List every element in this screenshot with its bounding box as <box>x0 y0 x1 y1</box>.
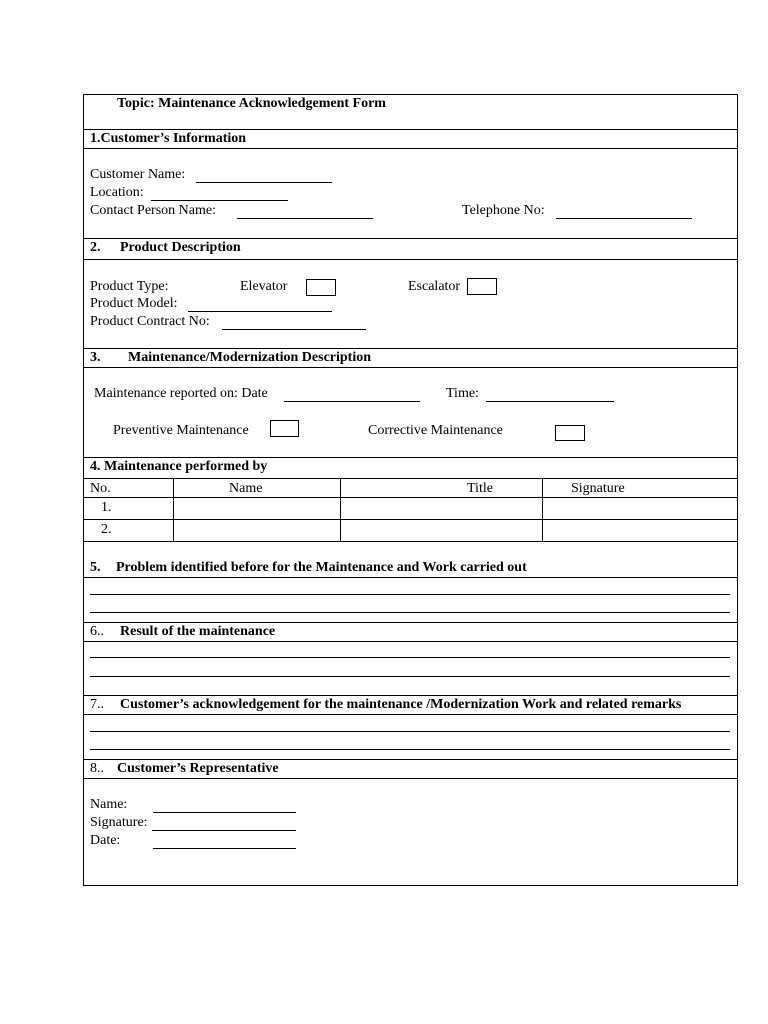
result-line[interactable] <box>90 657 730 658</box>
corrective-checkbox[interactable] <box>555 425 585 441</box>
telephone-field[interactable] <box>556 218 692 219</box>
row-1-name-cell[interactable] <box>174 498 340 519</box>
column-no: No. <box>90 481 111 496</box>
rep-name-label: Name: <box>90 797 128 812</box>
remarks-line[interactable] <box>90 749 730 750</box>
row-1-title-cell[interactable] <box>341 498 542 519</box>
section-8-num: 8.. <box>90 761 104 776</box>
row-2-name-cell[interactable] <box>174 520 340 541</box>
section-6-num: 6.. <box>90 624 104 639</box>
escalator-label: Escalator <box>408 279 461 294</box>
escalator-checkbox[interactable] <box>467 278 497 295</box>
contact-person-field[interactable] <box>237 218 373 219</box>
column-title: Title <box>467 481 493 496</box>
rep-date-field[interactable] <box>153 848 296 849</box>
location-field[interactable] <box>151 200 288 201</box>
row-2-no: 2. <box>101 522 112 537</box>
contact-person-label: Contact Person Name: <box>90 203 216 218</box>
rep-name-field[interactable] <box>153 812 296 813</box>
section-5-heading: Problem identified before for the Maintenance and Work carried out <box>116 560 527 575</box>
row-2-signature-cell[interactable] <box>543 520 737 541</box>
row-1-signature-cell[interactable] <box>543 498 737 519</box>
location-label: Location: <box>90 185 144 200</box>
section-7-heading: Customer’s acknowledgement for the maintenance /Modernization Work and related remarks <box>120 697 682 712</box>
section-5-num: 5. <box>90 560 101 575</box>
column-name: Name <box>229 481 263 496</box>
preventive-checkbox[interactable] <box>270 420 299 437</box>
result-line[interactable] <box>90 676 730 677</box>
time-field[interactable] <box>486 401 614 402</box>
row-1-no: 1. <box>101 500 112 515</box>
section-3-num: 3. <box>90 350 101 365</box>
section-2-heading: Product Description <box>120 240 241 255</box>
section-6-heading: Result of the maintenance <box>120 624 276 639</box>
time-label: Time: <box>446 386 479 401</box>
product-model-field[interactable] <box>188 311 332 312</box>
remarks-line[interactable] <box>90 731 730 732</box>
section-2-num: 2. <box>90 240 101 255</box>
form-topic: Topic: Maintenance Acknowledgement Form <box>117 96 386 111</box>
elevator-checkbox[interactable] <box>306 279 336 296</box>
problem-line[interactable] <box>90 594 730 595</box>
section-1-heading: 1.Customer’s Information <box>90 131 247 146</box>
product-model-label: Product Model: <box>90 296 178 311</box>
corrective-label: Corrective Maintenance <box>368 423 503 438</box>
product-type-label: Product Type: <box>90 279 169 294</box>
problem-line[interactable] <box>90 612 730 613</box>
column-signature: Signature <box>571 481 625 496</box>
customer-name-field[interactable] <box>196 182 332 183</box>
contract-no-label: Product Contract No: <box>90 314 210 329</box>
elevator-label: Elevator <box>240 279 288 294</box>
rep-signature-field[interactable] <box>152 830 296 831</box>
section-8-heading: Customer’s Representative <box>117 761 279 776</box>
preventive-label: Preventive Maintenance <box>113 423 249 438</box>
telephone-label: Telephone No: <box>462 203 545 218</box>
section-7-num: 7.. <box>90 697 104 712</box>
section-3-heading: Maintenance/Modernization Description <box>128 350 372 365</box>
reported-date-field[interactable] <box>284 401 420 402</box>
row-2-title-cell[interactable] <box>341 520 542 541</box>
reported-on-label: Maintenance reported on: Date <box>94 386 268 401</box>
section-4-heading: 4. Maintenance performed by <box>90 459 268 474</box>
customer-name-label: Customer Name: <box>90 167 186 182</box>
rep-signature-label: Signature: <box>90 815 148 830</box>
contract-no-field[interactable] <box>222 329 366 330</box>
rep-date-label: Date: <box>90 833 121 848</box>
